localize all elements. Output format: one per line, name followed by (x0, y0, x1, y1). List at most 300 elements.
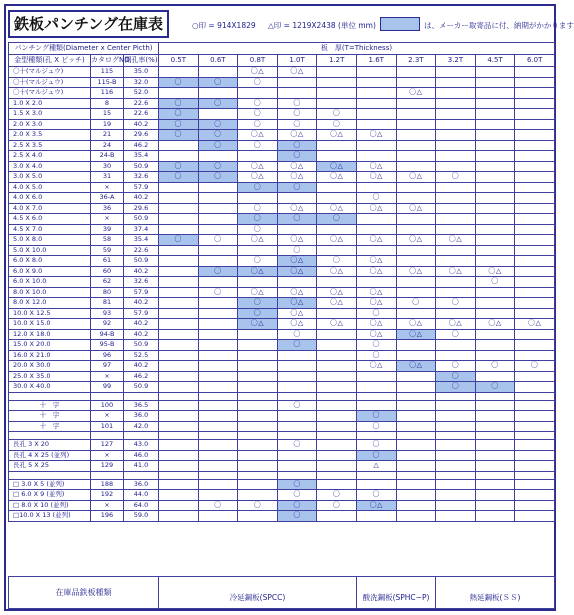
stock-cell (436, 479, 476, 490)
stock-cell (396, 119, 436, 130)
spacer-row (9, 432, 555, 440)
stock-cell (159, 203, 199, 214)
ratio-cell: 22.6 (124, 109, 159, 120)
stock-cell (159, 329, 199, 340)
stock-cell: 〇△ (277, 203, 317, 214)
ratio-cell: 50.9 (124, 214, 159, 225)
spacer-row (9, 471, 555, 479)
stock-cell (436, 490, 476, 501)
stock-cell: 〇 (198, 500, 238, 511)
spec-cell: 5.0 X 10.0 (9, 245, 91, 256)
ratio-cell: 41.0 (124, 461, 159, 472)
stock-cell (317, 361, 357, 372)
stock-cell (515, 98, 555, 109)
table-row (9, 161, 555, 172)
stock-cell (475, 371, 515, 382)
spec-cell: 3.0 X 5.0 (9, 172, 91, 183)
ratio-cell: 29.6 (124, 203, 159, 214)
stock-cell (159, 371, 199, 382)
table-row (9, 340, 555, 351)
stock-cell (475, 151, 515, 162)
stock-cell (515, 450, 555, 461)
stock-cell: 〇△ (317, 172, 357, 183)
stock-cell (317, 461, 357, 472)
stock-cell: 〇△ (317, 130, 357, 141)
stock-cell (515, 400, 555, 411)
stock-cell (515, 277, 555, 288)
stock-cell (238, 490, 278, 501)
stock-cell (515, 490, 555, 501)
stock-cell (356, 88, 396, 99)
stock-cell: 〇 (317, 109, 357, 120)
stock-cell: 〇△ (436, 266, 476, 277)
table-row (9, 461, 555, 472)
stock-cell (356, 511, 396, 522)
stock-cell: 〇△ (277, 256, 317, 267)
stock-cell: 〇△ (356, 361, 396, 372)
catalog-cell: 39 (91, 224, 124, 235)
catalog-cell: 31 (91, 172, 124, 183)
stock-cell (159, 287, 199, 298)
stock-cell (436, 511, 476, 522)
stock-cell (396, 400, 436, 411)
stock-cell: 〇△ (356, 235, 396, 246)
stock-cell (238, 340, 278, 351)
stock-cell (436, 140, 476, 151)
stock-cell (277, 461, 317, 472)
stock-cell (396, 214, 436, 225)
stock-table-sheet (4, 4, 574, 611)
stock-cell: 〇 (238, 98, 278, 109)
stock-cell: 〇 (436, 298, 476, 309)
stock-cell (475, 203, 515, 214)
table-row (9, 361, 555, 372)
thickness-column-header: 0.8T (238, 55, 278, 67)
stock-cell: 〇 (238, 182, 278, 193)
legend-highlight-swatch (380, 17, 420, 31)
stock-cell (159, 500, 199, 511)
stock-cell (475, 340, 515, 351)
stock-cell (317, 329, 357, 340)
stock-cell (475, 511, 515, 522)
stock-cell (436, 88, 476, 99)
stock-cell (515, 67, 555, 78)
thickness-column-header: 1.2T (317, 55, 357, 67)
table-row (9, 319, 555, 330)
footer-table (8, 576, 555, 609)
stock-cell (159, 490, 199, 501)
stock-cell (356, 119, 396, 130)
spec-cell: □ 6.0 X 9 (並列) (9, 490, 91, 501)
stock-cell (396, 224, 436, 235)
stock-cell (159, 224, 199, 235)
stock-cell (198, 88, 238, 99)
ratio-cell: 40.2 (124, 193, 159, 204)
stock-cell: 〇 (159, 119, 199, 130)
hot-rolled-label: 熱延鋼板(ＳＳ) (436, 577, 555, 609)
stock-cell: 〇 (277, 119, 317, 130)
ratio-cell: 40.2 (124, 298, 159, 309)
stock-cell (159, 361, 199, 372)
thickness-column-header: 1.0T (277, 55, 317, 67)
spec-cell: 十 字 (9, 400, 91, 411)
stock-cell: 〇 (198, 119, 238, 130)
pickled-label: 酸洗鋼板(SPHC−P) (357, 577, 436, 609)
stock-cell (515, 130, 555, 141)
stock-cell (475, 140, 515, 151)
catalog-cell: 95-B (91, 340, 124, 351)
stock-cell (515, 214, 555, 225)
ratio-cell: 50.9 (124, 382, 159, 393)
stock-cell: 〇 (436, 371, 476, 382)
stock-cell: 〇 (238, 109, 278, 120)
catalog-cell: 129 (91, 461, 124, 472)
stock-cell (515, 511, 555, 522)
ratio-cell: 32.6 (124, 277, 159, 288)
stock-cell: 〇 (277, 440, 317, 451)
stock-cell: 〇△ (277, 130, 317, 141)
stock-cell (238, 440, 278, 451)
stock-cell: 〇 (436, 172, 476, 183)
stock-cell (436, 224, 476, 235)
ratio-cell: 36.5 (124, 400, 159, 411)
stock-cell: 〇 (159, 109, 199, 120)
thickness-column-header: 3.2T (436, 55, 476, 67)
stock-cell (238, 479, 278, 490)
stock-cell: 〇△ (356, 298, 396, 309)
stock-cell: 〇 (317, 119, 357, 130)
table-row (9, 329, 555, 340)
stock-cell: 〇△ (317, 203, 357, 214)
stock-cell (238, 151, 278, 162)
stock-cell: 〇△ (238, 67, 278, 78)
ratio-cell: 57.9 (124, 182, 159, 193)
stock-cell: 〇 (159, 172, 199, 183)
stock-cell (277, 277, 317, 288)
stock-cell (159, 450, 199, 461)
stock-cell (198, 151, 238, 162)
stock-cell (198, 308, 238, 319)
stock-cell (198, 319, 238, 330)
spec-cell: 15.0 X 20.0 (9, 340, 91, 351)
table-row (9, 500, 555, 511)
stock-cell (159, 277, 199, 288)
stock-cell: 〇 (277, 329, 317, 340)
stock-cell (159, 400, 199, 411)
table-row (9, 256, 555, 267)
stock-cell: 〇 (238, 500, 278, 511)
table-row (9, 479, 555, 490)
stock-cell (515, 182, 555, 193)
catalog-cell: 8 (91, 98, 124, 109)
spec-cell: 2.5 X 3.5 (9, 140, 91, 151)
spec-cell: 〇十(マルジュウ) (9, 77, 91, 88)
stock-cell: 〇△ (317, 287, 357, 298)
stock-cell (317, 77, 357, 88)
stock-cell: 〇△ (356, 329, 396, 340)
stock-cell: 〇△ (277, 308, 317, 319)
stock-cell (436, 400, 476, 411)
stock-cell (356, 77, 396, 88)
stock-steel-label: 在庫品鉄板種類 (9, 577, 159, 609)
stock-cell (238, 382, 278, 393)
stock-cell (159, 88, 199, 99)
table-row (9, 193, 555, 204)
stock-cell (277, 371, 317, 382)
catalog-cell: 92 (91, 319, 124, 330)
catalog-cell: 61 (91, 256, 124, 267)
stock-cell: 〇 (238, 298, 278, 309)
stock-cell (238, 461, 278, 472)
stock-cell (317, 67, 357, 78)
stock-cell (515, 440, 555, 451)
stock-cell (159, 511, 199, 522)
catalog-cell: 127 (91, 440, 124, 451)
stock-cell: 〇 (475, 277, 515, 288)
stock-cell (277, 224, 317, 235)
stock-cell (159, 340, 199, 351)
spec-cell: 10.0 X 15.0 (9, 319, 91, 330)
stock-cell: 〇△ (356, 287, 396, 298)
stock-cell (396, 371, 436, 382)
stock-cell (515, 235, 555, 246)
stock-cell (238, 329, 278, 340)
stock-cell (515, 151, 555, 162)
stock-cell (396, 461, 436, 472)
stock-cell (396, 340, 436, 351)
stock-cell: 〇△ (436, 235, 476, 246)
spec-cell: 2.0 X 3.0 (9, 119, 91, 130)
legend-triangle-size: △印 = 1219X2438 (単位 mm) (268, 21, 376, 30)
stock-cell (396, 450, 436, 461)
stock-cell (475, 450, 515, 461)
stock-cell (238, 450, 278, 461)
table-row (9, 140, 555, 151)
stock-cell (436, 461, 476, 472)
stock-cell: 〇△ (277, 235, 317, 246)
stock-cell (515, 350, 555, 361)
stock-cell (238, 361, 278, 372)
stock-cell: 〇△ (356, 161, 396, 172)
stock-cell (475, 130, 515, 141)
stock-cell (356, 245, 396, 256)
stock-cell (317, 193, 357, 204)
table-row (9, 203, 555, 214)
legend-swatch-note: は、メーカー取寄品に付、納期がかかります (424, 21, 574, 30)
stock-cell: 〇 (238, 203, 278, 214)
table-row (9, 172, 555, 183)
stock-cell: 〇 (277, 214, 317, 225)
stock-cell (317, 382, 357, 393)
stock-cell (159, 308, 199, 319)
catalog-cell: 80 (91, 287, 124, 298)
spec-cell: 長孔 5 X 25 (9, 461, 91, 472)
stock-cell (515, 140, 555, 151)
thickness-column-header: 4.5T (475, 55, 515, 67)
stock-cell (159, 421, 199, 432)
stock-cell (356, 140, 396, 151)
stock-cell (515, 172, 555, 183)
catalog-cell: 36-A (91, 193, 124, 204)
catalog-cell: 100 (91, 400, 124, 411)
stock-cell (159, 461, 199, 472)
stock-cell (475, 440, 515, 451)
stock-cell: 〇△ (277, 287, 317, 298)
stock-cell (198, 224, 238, 235)
stock-cell (515, 245, 555, 256)
stock-cell (436, 182, 476, 193)
stock-cell (277, 382, 317, 393)
table-row (9, 400, 555, 411)
stock-cell (198, 450, 238, 461)
table-row (9, 109, 555, 120)
stock-cell (238, 371, 278, 382)
stock-cell: 〇 (159, 77, 199, 88)
stock-cell (317, 440, 357, 451)
stock-cell (475, 411, 515, 422)
stock-cell (159, 140, 199, 151)
table-row (9, 371, 555, 382)
catalog-cell: 96 (91, 350, 124, 361)
spec-cell: 20.0 X 30.0 (9, 361, 91, 372)
table-row (9, 130, 555, 141)
stock-cell: 〇 (277, 140, 317, 151)
table-row (9, 245, 555, 256)
spec-cell: 〇十(マルジュウ) (9, 88, 91, 99)
spec-cell: 12.0 X 18.0 (9, 329, 91, 340)
table-row (9, 98, 555, 109)
ratio-cell: 52.5 (124, 350, 159, 361)
spec-cell: 1.0 X 2.0 (9, 98, 91, 109)
stock-cell (515, 461, 555, 472)
punching-type-header: パンチング種類(Diameter x Center Picth) (9, 43, 159, 55)
stock-cell (436, 161, 476, 172)
stock-cell (396, 151, 436, 162)
stock-cell (475, 67, 515, 78)
ratio-cell: 32.6 (124, 172, 159, 183)
ratio-cell: 40.2 (124, 119, 159, 130)
stock-cell: 〇 (198, 172, 238, 183)
stock-cell: 〇 (356, 490, 396, 501)
stock-cell: 〇 (238, 256, 278, 267)
stock-cell (317, 371, 357, 382)
ratio-cell: 57.9 (124, 308, 159, 319)
stock-cell: 〇△ (356, 256, 396, 267)
stock-cell: 〇 (356, 411, 396, 422)
table-row (9, 182, 555, 193)
stock-cell (238, 277, 278, 288)
stock-cell: 〇 (198, 98, 238, 109)
stock-cell (317, 245, 357, 256)
stock-cell (317, 479, 357, 490)
stock-cell: 〇△ (396, 172, 436, 183)
stock-cell (475, 308, 515, 319)
catalog-cell: 24 (91, 140, 124, 151)
stock-cell (198, 400, 238, 411)
stock-cell (475, 500, 515, 511)
stock-cell: 〇△ (396, 203, 436, 214)
stock-cell (436, 77, 476, 88)
stock-cell: 〇△ (238, 266, 278, 277)
catalog-cell: 58 (91, 235, 124, 246)
stock-cell: 〇 (238, 77, 278, 88)
stock-cell (515, 340, 555, 351)
table-row (9, 77, 555, 88)
stock-cell (317, 88, 357, 99)
stock-cell (198, 193, 238, 204)
ratio-cell: 40.2 (124, 329, 159, 340)
stock-cell (198, 203, 238, 214)
stock-cell: 〇△ (515, 319, 555, 330)
stock-cell (515, 500, 555, 511)
ratio-cell: 44.0 (124, 490, 159, 501)
stock-cell (475, 287, 515, 298)
ratio-cell: 40.2 (124, 361, 159, 372)
table-row (9, 151, 555, 162)
stock-cell (159, 382, 199, 393)
stock-cell (515, 119, 555, 130)
stock-cell (159, 298, 199, 309)
stock-cell (436, 193, 476, 204)
stock-cell (277, 421, 317, 432)
stock-cell: 〇△ (277, 266, 317, 277)
stock-cell (356, 277, 396, 288)
ratio-cell: 59.0 (124, 511, 159, 522)
stock-cell (198, 67, 238, 78)
ratio-cell: 46.2 (124, 371, 159, 382)
stock-cell: 〇△ (238, 235, 278, 246)
stock-cell: 〇 (238, 224, 278, 235)
stock-cell: 〇 (356, 440, 396, 451)
table-row (9, 88, 555, 99)
stock-cell (277, 350, 317, 361)
stock-cell: 〇 (198, 130, 238, 141)
stock-cell (436, 350, 476, 361)
stock-cell: 〇 (515, 361, 555, 372)
stock-cell (317, 182, 357, 193)
stock-cell (515, 161, 555, 172)
catalog-cell: × (91, 182, 124, 193)
spec-cell: 6.0 X 9.0 (9, 266, 91, 277)
stock-cell: 〇△ (396, 235, 436, 246)
table-row (9, 421, 555, 432)
stock-cell (475, 224, 515, 235)
stock-cell: 〇△ (356, 172, 396, 183)
table-row (9, 450, 555, 461)
stock-cell: 〇△ (396, 361, 436, 372)
spacer-row (9, 392, 555, 400)
spec-cell: 8.0 X 12.0 (9, 298, 91, 309)
spec-cell: 4.0 X 7.0 (9, 203, 91, 214)
stock-cell: 〇△ (396, 319, 436, 330)
stock-cell: 〇 (436, 382, 476, 393)
stock-cell (198, 109, 238, 120)
spec-cell: 2.5 X 4.0 (9, 151, 91, 162)
spec-cell: □ 8.0 X 10 (並列) (9, 500, 91, 511)
stock-cell (238, 511, 278, 522)
spec-cell: 〇十(マルジュウ) (9, 67, 91, 78)
stock-cell (515, 77, 555, 88)
stock-cell: 〇△ (277, 161, 317, 172)
spec-cell: 16.0 X 21.0 (9, 350, 91, 361)
stock-cell (436, 500, 476, 511)
stock-cell: 〇 (198, 266, 238, 277)
stock-cell: 〇 (238, 308, 278, 319)
stock-cell (238, 350, 278, 361)
stock-cell (475, 172, 515, 183)
stock-cell: 〇 (198, 140, 238, 151)
stock-cell: 〇 (198, 287, 238, 298)
